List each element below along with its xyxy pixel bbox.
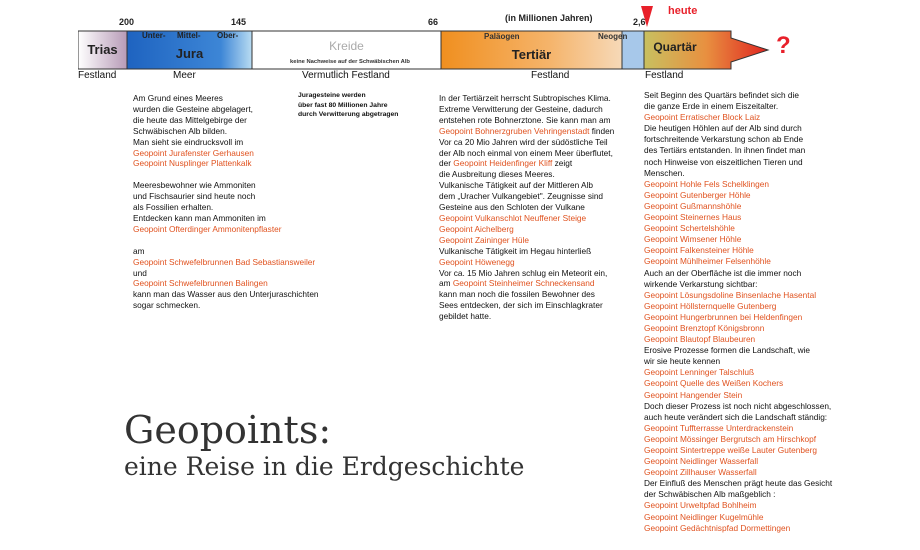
text-line: des Tertiärs entstanden. In ihnen findet man [644, 145, 806, 156]
geopoint-link: Geopoint Höllsternquelle Gutenberg [644, 300, 777, 311]
geopoint-link: Geopoint Hangender Stein [644, 389, 743, 400]
geopoint-link: Geopoint Neidlinger Kugelmühle [644, 511, 764, 522]
now-label: heute [668, 5, 698, 17]
geopoint-link: Geopoint Falkensteiner Höhle [644, 245, 754, 256]
text-line: entstehen rote Bohnerztone. Sie kann man am [439, 114, 611, 125]
geopoint-link: Geopoint Hungerbrunnen bei Heldenfingen [644, 311, 803, 322]
geopoint-link: Geopoint Wimsener Höhle [644, 234, 742, 245]
text-line: durch Verwitterung abgetragen [298, 111, 399, 118]
geopoint-link: Geopoint Neidlinger Wasserfall [644, 456, 759, 467]
text-line: Schwäbischen Alb bilden. [133, 125, 228, 136]
geopoint-link: Geopoint Urweltpfad Bohlheim [644, 500, 757, 511]
text-line: auch heute verändert sich die Landschaft ständig: [644, 411, 828, 422]
kreide-text-column [298, 91, 438, 120]
geopoint-link: am Geopoint Steinheimer Schneckensand [439, 278, 595, 289]
below-tertiaer: Festland [531, 70, 570, 81]
geopoint-link: Geopoint Steinernes Haus [644, 212, 742, 223]
text-line: gebildet hatte. [439, 311, 492, 322]
text-line: Auch an der Oberfläche ist die immer noch [644, 267, 802, 278]
era-neogen: Neogen [598, 32, 628, 41]
text-line: Vor ca 20 Mio Jahren wird der südöstliche Teil [439, 136, 608, 147]
page-title: Geopoints: [124, 408, 332, 452]
geopoint-link: Geopoint Hohle Fels Schelklingen [644, 178, 769, 189]
page-subtitle: eine Reise in die Erdgeschichte [124, 452, 525, 481]
text-line: Gesteine aus den Schloten der Vulkane [439, 202, 585, 213]
below-jura: Meer [173, 70, 196, 81]
geopoint-link: Geopoint Ofterdinger Ammonitenpflaster [133, 223, 282, 234]
geopoint-link: Geopoint Sintertreppe weiße Lauter Gutenberg [644, 445, 817, 455]
text-line: dem „Uracher Vulkangebiet". Zeugnisse sind [439, 191, 604, 202]
text-line: Entdecken kann man Ammoniten im [133, 212, 266, 223]
text-line: kann man das Wasser aus den Unterjuraschichten [133, 289, 319, 300]
text-line: In der Tertiärzeit herrscht Subtropisches Klima. [439, 93, 611, 103]
text-line: als Fossilien erhalten. [133, 202, 214, 213]
jura-sub-unter: Unter- [142, 31, 166, 40]
text-line: der Alb noch einmal von einem Meer überflutet, [439, 147, 613, 158]
geopoint-link: Geopoint Tuffterrasse Unterdrackenstein [644, 422, 794, 433]
geopoint-link: Geopoint Lenninger Talschluß [644, 367, 755, 378]
text-line [133, 235, 323, 246]
quartaer-text-column [644, 90, 844, 534]
text-line: am [133, 245, 145, 256]
text-line: Am Grund eines Meeres [133, 93, 223, 103]
geopoint-link: Geopoint Quelle des Weißen Kochers [644, 378, 784, 389]
geopoint-link: Geopoint Brenztopf Königsbronn [644, 322, 765, 333]
text-line: sogar schmecken. [133, 300, 201, 311]
text-line: kann man noch die fossilen Bewohner des [439, 289, 595, 300]
geopoint-link: Geopoint Gedächtnispfad Dormettingen [644, 522, 791, 533]
kreide-note: keine Nachweise auf der Schwäbischen Alb [290, 59, 410, 65]
text-line: über fast 80 Millionen Jahre [298, 101, 388, 109]
era-jura: Jura [175, 45, 204, 61]
text-line: Menschen. [644, 167, 685, 178]
text-line: die heute das Mittelgebirge der [133, 114, 247, 125]
text-line: der Schwäbischen Alb maßgeblich : [644, 489, 776, 500]
text-line: Der Einfluß des Menschen prägt heute das Gesicht [644, 478, 833, 489]
era-palaeogen: Paläogen [484, 32, 520, 41]
text-line: Doch dieser Prozess ist noch nicht abgeschlossen, [644, 400, 832, 411]
jura-text-column [133, 93, 323, 311]
text-line: und Fischsaurier sind heute noch [133, 191, 256, 202]
tick-145: 145 [231, 17, 247, 27]
geopoint-link: Geopoint Schertelshöhle [644, 223, 735, 234]
text-line: wurden die Gesteine abgelagert, [133, 103, 253, 114]
geopoint-link: Geopoint Zaininger Hüle [439, 234, 529, 245]
question-mark: ? [776, 32, 791, 59]
geopoint-link: Geopoint Bohnerzgruben Vehringenstadt finden [439, 125, 615, 136]
geopoint-link: Geopoint Höwenegg [439, 256, 515, 267]
tick-200: 200 [119, 17, 135, 27]
below-quartaer: Festland [645, 70, 684, 81]
era-trias: Trias [87, 41, 118, 57]
geopoint-link: Geopoint Gußmannshöhle [644, 200, 742, 211]
geopoint-link: Geopoint Zillhauser Wasserfall [644, 467, 757, 478]
geopoint-link: Geopoint Mühlheimer Felsenhöhle [644, 256, 771, 267]
text-line: und [133, 267, 147, 278]
text-line: die Ausbreitung dieses Meeres. [439, 169, 555, 180]
geopoint-link: der Geopoint Heidenfinger Kliff zeigt [439, 158, 573, 169]
tertiaer-text-column [439, 93, 639, 322]
text-line: Sees entdecken, der sich im Einschlagkrater [439, 300, 603, 311]
text-line: Extreme Verwitterung der Gesteine, dadurch [439, 103, 603, 114]
text-line [133, 169, 323, 180]
jura-sub-ober: Ober- [217, 31, 239, 40]
geopoint-link: Geopoint Mössinger Bergrutsch am Hirschkopf [644, 433, 817, 444]
text-line: die ganze Erde in einem Eiszeitalter. [644, 101, 779, 112]
geopoint-link: Geopoint Lösungsdoline Binsenlache Hasental [644, 289, 817, 300]
text-line: Meeresbewohner wie Ammoniten [133, 180, 256, 191]
geopoint-link: Geopoint Erratischer Block Laiz [644, 112, 761, 123]
geopoint-link: Geopoint Nusplinger Plattenkalk [133, 158, 252, 169]
text-line: wirkende Verkarstung sichtbar: [644, 278, 758, 289]
geopoint-link: Geopoint Aichelberg [439, 223, 514, 234]
tick-2-6: 2,6 [633, 17, 646, 27]
text-line: Juragesteine werden [298, 92, 366, 99]
jura-sub-mittel: Mittel- [177, 31, 201, 40]
geopoint-link: Geopoint Schwefelbrunnen Balingen [133, 278, 268, 289]
era-tertiaer: Tertiär [511, 46, 552, 62]
text-line: Seit Beginn des Quartärs befindet sich die [644, 90, 799, 100]
geopoint-link: Geopoint Vulkanschlot Neuffener Steige [439, 212, 587, 223]
era-quartaer: Quartär [653, 40, 697, 54]
below-kreide: Vermutlich Festland [302, 70, 390, 81]
text-line: wir sie heute kennen [644, 356, 721, 367]
era-kreide: Kreide [329, 39, 364, 53]
text-line: Man sieht sie eindrucksvoll im [133, 136, 244, 147]
unit-label: (in Millionen Jahren) [505, 13, 593, 23]
text-line: Erosive Prozesse formen die Landschaft, wie [644, 345, 811, 356]
below-trias: Festland [78, 70, 117, 81]
text-line: fortschreitende Verkarstung schon ab Ende [644, 134, 804, 145]
now-pointer-icon [640, 6, 654, 28]
geopoint-link: Geopoint Jurafenster Gerhausen [133, 147, 254, 158]
text-line: Vulkanische Tätigkeit im Hegau hinterließ [439, 245, 592, 256]
text-line: Die heutigen Höhlen auf der Alb sind durch [644, 123, 802, 134]
text-line: noch Hinweise von eiszeitlichen Tieren und [644, 156, 803, 167]
text-line: Vor ca. 15 Mio Jahren schlug ein Meteorit ein, [439, 267, 608, 278]
text-line: Vulkanische Tätigkeit auf der Mittleren Alb [439, 180, 594, 191]
geopoint-link: Geopoint Blautopf Blaubeuren [644, 334, 756, 345]
tick-66: 66 [428, 17, 439, 27]
geopoint-link: Geopoint Gutenberger Höhle [644, 189, 751, 200]
geopoint-link: Geopoint Schwefelbrunnen Bad Sebastiansweiler [133, 256, 316, 267]
